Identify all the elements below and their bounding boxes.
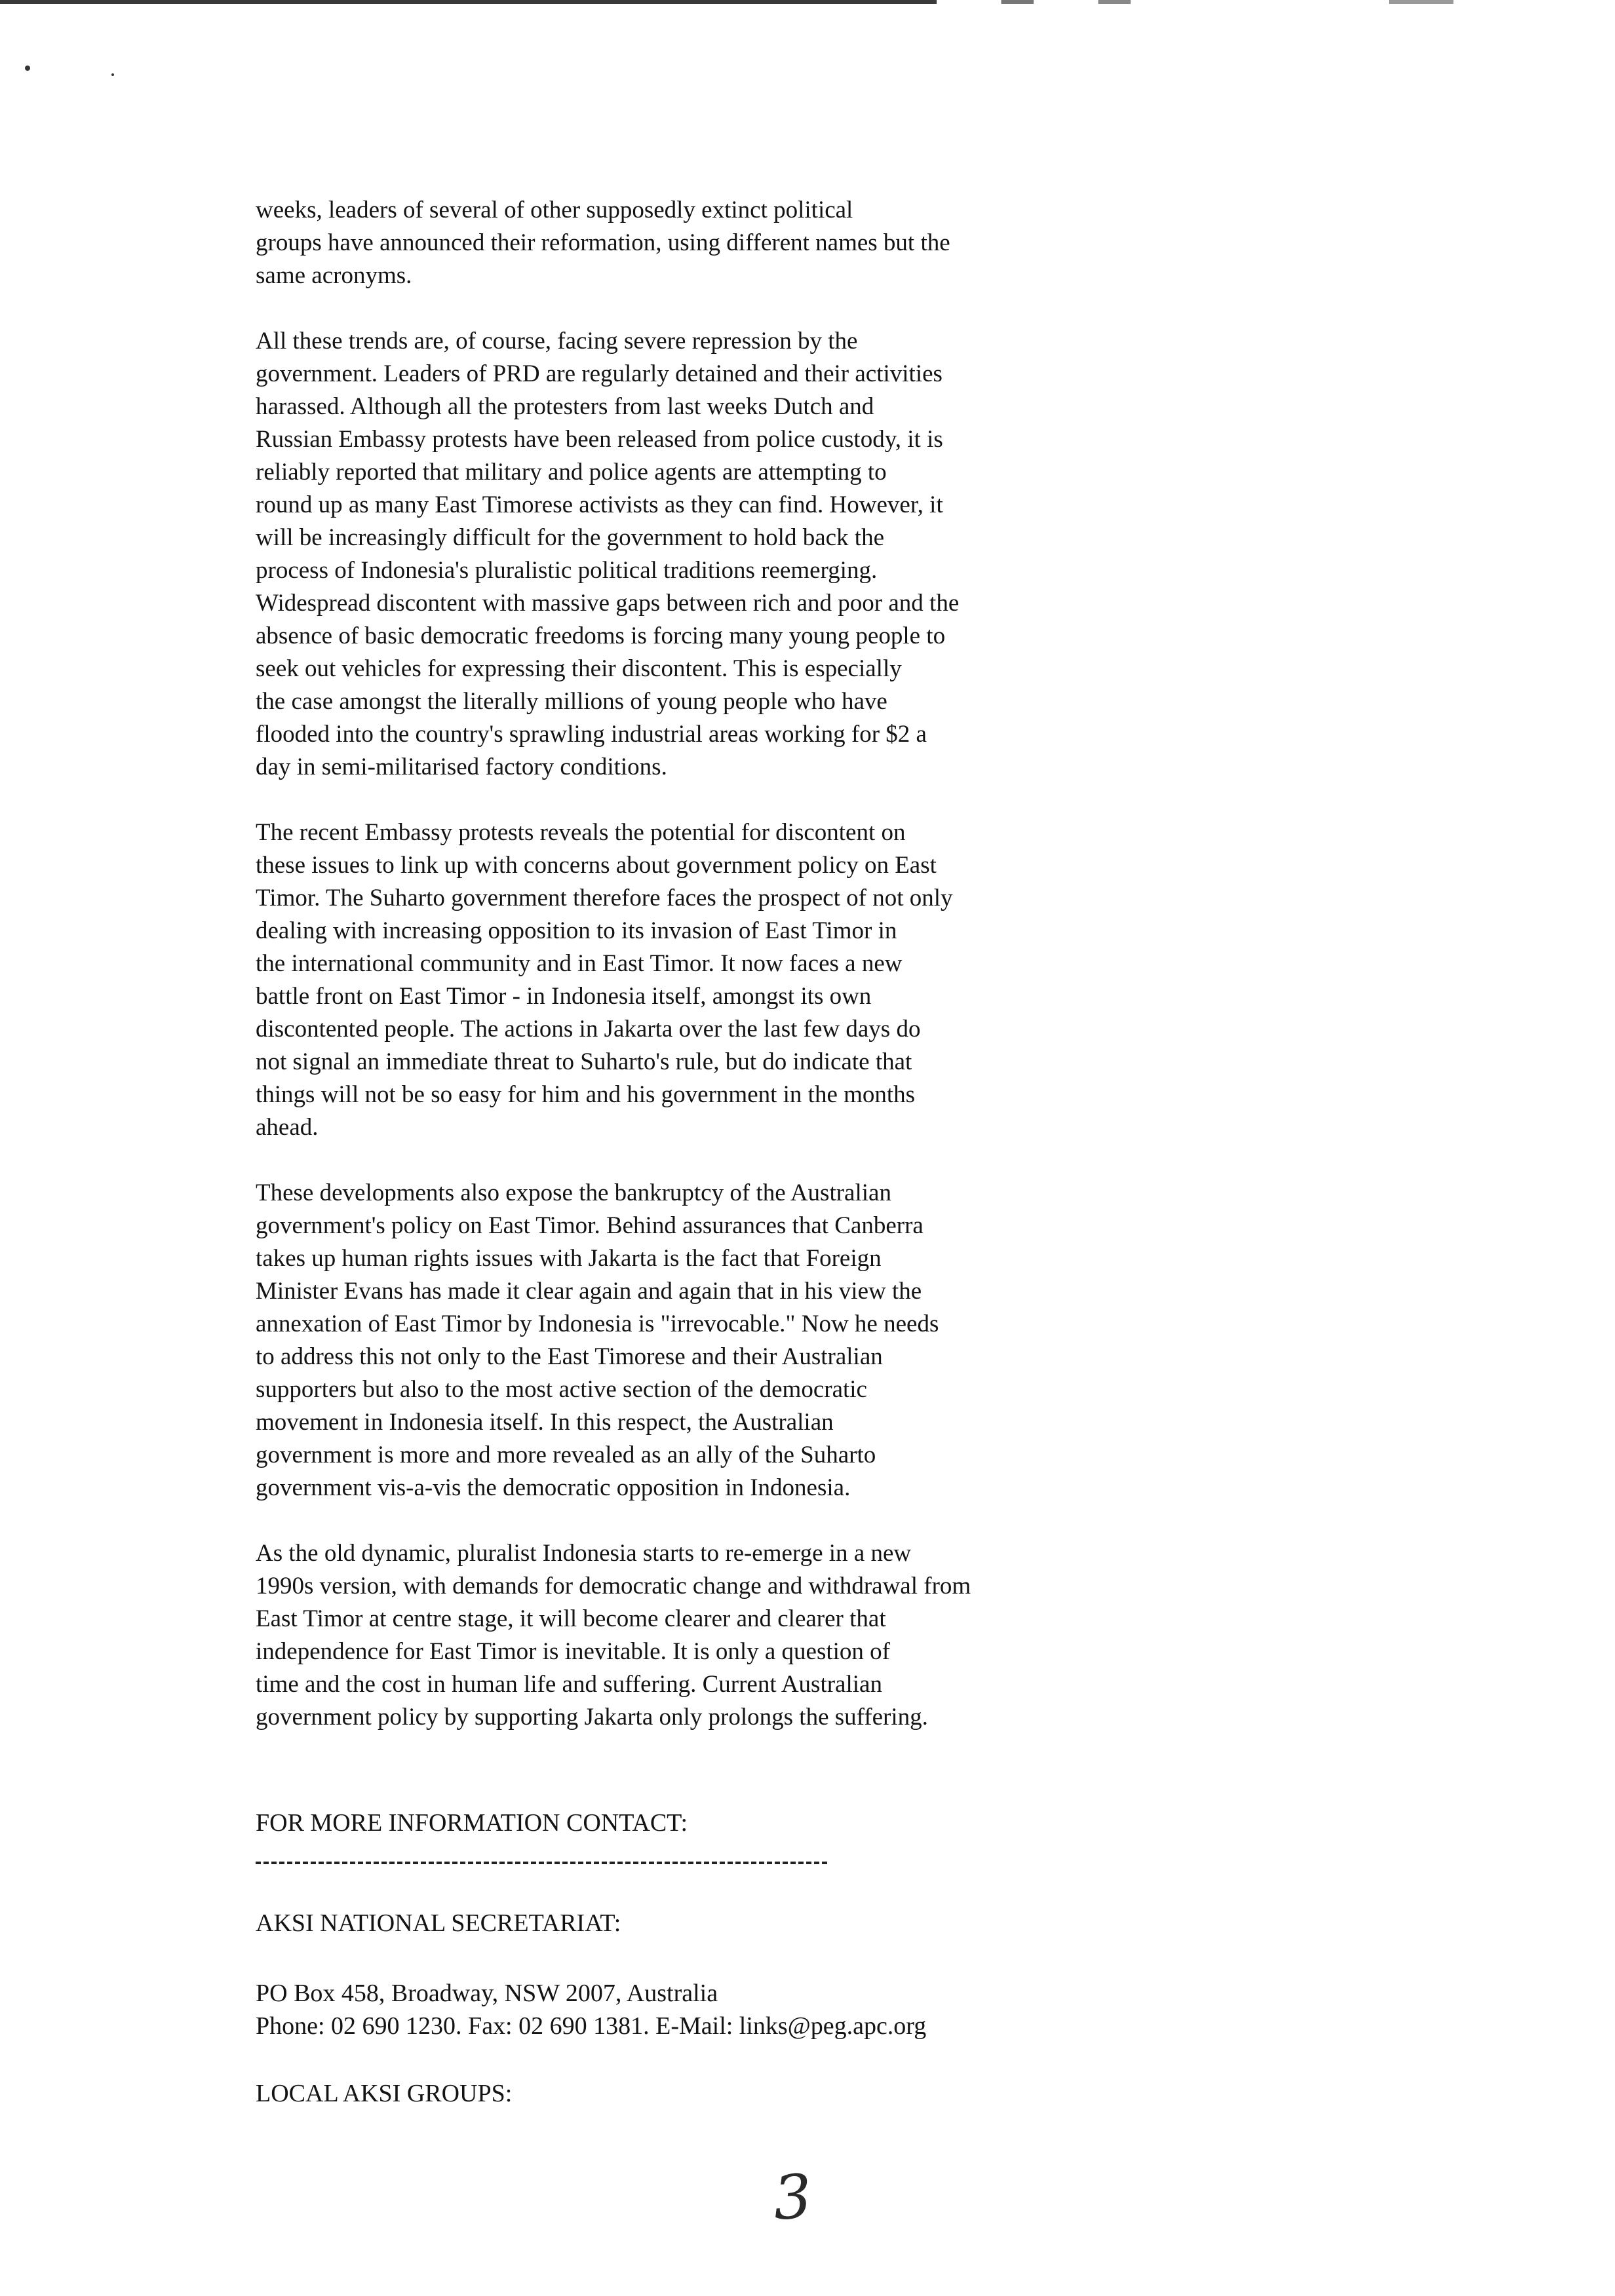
text-line: independence for East Timor is inevitable. It is only a question of: [256, 1638, 890, 1665]
text-line: groups have announced their reformation, using different names but the: [256, 229, 950, 256]
text-line: As the old dynamic, pluralist Indonesia starts to re-emerge in a new: [256, 1540, 912, 1567]
text-line: day in semi-militarised factory conditions.: [256, 754, 667, 780]
text-line: same acronyms.: [256, 262, 412, 289]
text-line: process of Indonesia's pluralistic political traditions reemerging.: [256, 557, 878, 584]
text-line: discontented people. The actions in Jakarta over the last few days do: [256, 1016, 921, 1043]
text-line: will be increasingly difficult for the government to hold back the: [256, 524, 885, 551]
paragraph: [256, 325, 1101, 784]
text-line: government vis-a-vis the democratic opposition in Indonesia.: [256, 1474, 851, 1501]
text-line: government is more and more revealed as an ally of the Suharto: [256, 1442, 876, 1468]
text-line: battle front on East Timor - in Indonesia itself, amongst its own: [256, 983, 872, 1010]
text-line: the case amongst the literally millions of young people who have: [256, 688, 887, 715]
paragraph: [256, 816, 1101, 1144]
text-line: All these trends are, of course, facing severe repression by the: [256, 328, 858, 354]
text-line: things will not be so easy for him and his government in the months: [256, 1081, 916, 1108]
text-line: absence of basic democratic freedoms is forcing many young people to: [256, 622, 946, 649]
scan-top-edge: [0, 0, 1615, 4]
text-line: reliably reported that military and police agents are attempting to: [256, 459, 887, 486]
text-line: annexation of East Timor by Indonesia is "irrevocable." Now he needs: [256, 1311, 939, 1337]
text-line: movement in Indonesia itself. In this respect, the Australian: [256, 1409, 834, 1436]
text-line: Russian Embassy protests have been released from police custody, it is: [256, 426, 943, 453]
text-line: round up as many East Timorese activists as they can find. However, it: [256, 491, 943, 518]
text-line: the international community and in East Timor. It now faces a new: [256, 950, 903, 977]
text-line: harassed. Although all the protesters from last weeks Dutch and: [256, 393, 874, 420]
text-line: East Timor at centre stage, it will become clearer and clearer that: [256, 1605, 886, 1632]
text-line: time and the cost in human life and suffering. Current Australian: [256, 1671, 882, 1698]
text-line: seek out vehicles for expressing their discontent. This is especially: [256, 655, 902, 682]
text-line: dealing with increasing opposition to its invasion of East Timor in: [256, 917, 897, 944]
paragraph: [256, 1537, 1101, 1734]
contact-heading: FOR MORE INFORMATION CONTACT:: [256, 1809, 688, 1837]
text-line: government's policy on East Timor. Behind assurances that Canberra: [256, 1212, 924, 1239]
text-line: not signal an immediate threat to Suharto's rule, but do indicate that: [256, 1048, 912, 1075]
text-line: Minister Evans has made it clear again and again that in his view the: [256, 1278, 922, 1305]
text-line: 1990s version, with demands for democratic change and withdrawal from: [256, 1573, 971, 1599]
text-line: The recent Embassy protests reveals the potential for discontent on: [256, 819, 906, 846]
text-line: government policy by supporting Jakarta only prolongs the suffering.: [256, 1704, 928, 1731]
body-text: [256, 194, 1101, 1767]
text-line: takes up human rights issues with Jakarta is the fact that Foreign: [256, 1245, 882, 1272]
page-number: 3: [771, 2161, 815, 2234]
text-line: these issues to link up with concerns about government policy on East: [256, 852, 937, 879]
dashed-divider: [256, 1862, 827, 1864]
text-line: to address this not only to the East Timorese and their Australian: [256, 1343, 883, 1370]
secretariat-heading: AKSI NATIONAL SECRETARIAT:: [256, 1909, 621, 1937]
paragraph: [256, 194, 1101, 292]
text-line: ahead.: [256, 1114, 319, 1141]
scan-speck: [25, 66, 30, 71]
secretariat-address: PO Box 458, Broadway, NSW 2007, Australia: [256, 1980, 718, 2007]
text-line: These developments also expose the bankruptcy of the Australian: [256, 1179, 891, 1206]
text-line: flooded into the country's sprawling industrial areas working for $2 a: [256, 721, 927, 748]
scan-speck: [111, 73, 114, 76]
secretariat-phone-line: Phone: 02 690 1230. Fax: 02 690 1381. E-Mail: links@peg.apc.org: [256, 2012, 927, 2040]
text-line: Timor. The Suharto government therefore faces the prospect of not only: [256, 885, 953, 911]
text-line: weeks, leaders of several of other supposedly extinct political: [256, 197, 853, 223]
local-groups-heading: LOCAL AKSI GROUPS:: [256, 2080, 513, 2107]
text-line: supporters but also to the most active section of the democratic: [256, 1376, 867, 1403]
text-line: government. Leaders of PRD are regularly detained and their activities: [256, 360, 943, 387]
text-line: Widespread discontent with massive gaps between rich and poor and the: [256, 590, 960, 617]
paragraph: [256, 1177, 1101, 1504]
